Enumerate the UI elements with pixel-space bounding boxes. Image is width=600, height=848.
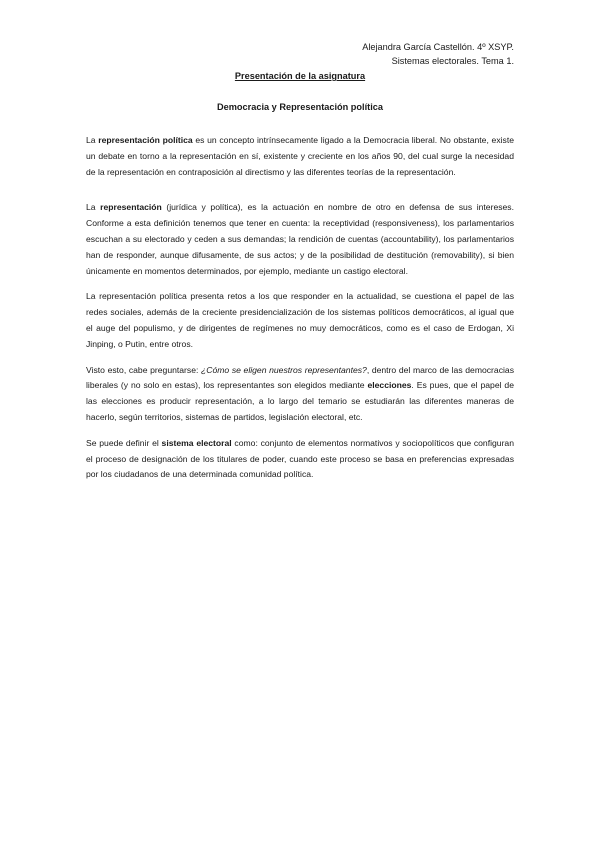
header-course: Sistemas electorales. Tema 1.	[391, 56, 514, 66]
paragraph-4-text-2: , dentro del marco de las democracias liberales (y no solo en estas), los representantes son elegidos mediante	[86, 364, 514, 391]
document-title: Presentación de la asignatura	[234, 71, 366, 81]
page-header	[362, 40, 514, 68]
paragraph-3	[86, 289, 514, 352]
paragraph-1	[86, 133, 514, 180]
document-body	[86, 133, 514, 493]
paragraph-3-text-1: La representación política presenta retos a los que responder en la actualidad, se cuestiona el papel de las redes sociales, además de la creciente presidencialización de los sistemas políticos democráticos, al igual que el auge del populismo, y de dirigentes de regímenes no muy democráticos, como es el caso de Erdogan, Xi Jinping, o Putin, entre otros.	[86, 291, 514, 349]
paragraph-1-text-1: La	[86, 135, 99, 145]
paragraph-4-text-3: . Es pues, que el papel de las elecciones es producir representación, a lo largo del temario se estudiarán las diferentes maneras de hacerlo, según territorios, sistemas de partidos, legislación electoral, etc.	[86, 380, 514, 422]
paragraph-2-bold-1: representación	[100, 202, 162, 213]
paragraph-2	[86, 200, 514, 279]
paragraph-5	[86, 436, 514, 483]
paragraph-5-text-2: como: conjunto de elementos normativos y sociopolíticos que configuran el proceso de designación de los titulares de poder, cuando este proceso se basa en preferencias expresadas por los ciudadanos de una determinada comunidad política.	[86, 437, 514, 480]
paragraph-4-italic-1: ¿Cómo se eligen nuestros representantes?	[201, 364, 367, 375]
paragraph-2-text-2: (jurídica y política), es la actuación en nombre de otro en defensa de sus intereses. Conforme a esta definición tenemos que tener en cuenta: la receptividad (responsiveness), los parlamentarios escuchan a su electorado y ceden a sus demandas; la rendición de cuentas (accountability), los parlamentarios han de responder, aunque difusamente, de sus actos; y de la posibilidad de destitución (removability), si bien únicamente en momentos determinados, por ejemplo, mediante un castigo electoral.	[86, 202, 514, 276]
paragraph-4	[86, 363, 514, 426]
paragraph-1-text-2: es un concepto intrínsecamente ligado a la Democracia liberal. No obstante, existe un debate en torno a la representación en sí, existente y creciente en los años 90, del cual surge la necesidad de la representación en contraposición al directismo y las diferentes teorías de la representación.	[86, 135, 514, 177]
header-author: Alejandra García Castellón. 4º XSYP.	[362, 42, 514, 52]
paragraph-4-bold-1: elecciones	[367, 380, 412, 391]
paragraph-4-text-1: Visto esto, cabe preguntarse:	[86, 364, 202, 375]
paragraph-1-bold-1: representación política	[98, 135, 193, 145]
document-subtitle: Democracia y Representación política	[217, 102, 383, 112]
paragraph-5-text-1: Se puede definir el	[86, 437, 162, 448]
paragraph-2-text-1: La	[86, 202, 101, 213]
paragraph-5-bold-1: sistema electoral	[161, 437, 232, 448]
